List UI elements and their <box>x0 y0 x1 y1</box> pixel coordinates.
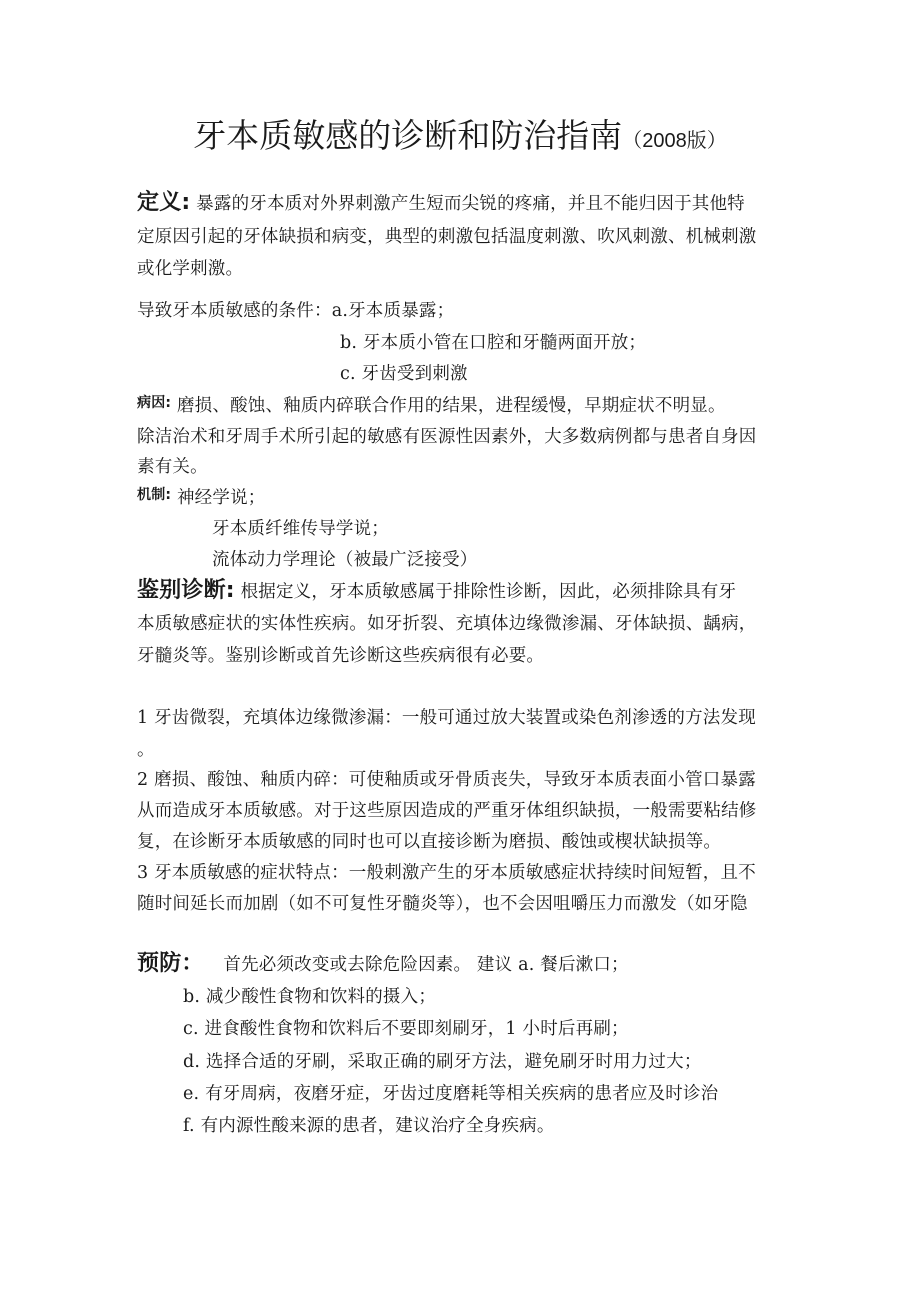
conditions-intro: 导致牙本质敏感的条件：a.牙本质暴露； <box>137 301 455 321</box>
conditions-b: b. 牙本质小管在口腔和牙髓两面开放； <box>340 333 647 353</box>
prevention-c: c. 进食酸性食物和饮料后不要即刻刷牙，1 小时后再刷； <box>183 1019 629 1039</box>
differential-line-1 <box>137 576 736 607</box>
point-3-line-2: 随时间延长而加剧（如不可复性牙髓炎等），也不会因咀嚼压力而激发（如牙隐 <box>137 894 748 914</box>
definition-text-1: 暴露的牙本质对外界刺激产生短而尖锐的疼痛，并且不能归因于其他特 <box>196 194 745 214</box>
prevention-f: f. 有内源性酸来源的患者，建议治疗全身疾病。 <box>183 1116 555 1136</box>
prevention-line-1 <box>137 949 629 980</box>
prevention-e: e. 有牙周病，夜磨牙症，牙齿过度磨耗等相关疾病的患者应及时诊治 <box>183 1084 719 1104</box>
differential-line-2: 本质敏感症状的实体性疾病。如牙折裂、充填体边缘微渗漏、牙体缺损、龋病， <box>137 614 757 634</box>
point-3-line-1: 3 牙本质敏感的症状特点：一般刺激产生的牙本质敏感症状持续时间短暂，且不 <box>137 863 756 883</box>
point-2-line-3: 复，在诊断牙本质敏感的同时也可以直接诊断为磨损、酸蚀或楔状缺损等。 <box>137 832 722 852</box>
differential-line-3: 牙髓炎等。鉴别诊断或首先诊断这些疾病很有必要。 <box>137 646 545 666</box>
point-1-line-2: 。 <box>137 740 155 760</box>
point-2-line-2: 从而造成牙本质敏感。对于这些原因造成的严重牙体组织缺损，一般需要粘结修 <box>137 801 757 821</box>
prevention-label: 预防： <box>137 951 204 976</box>
conditions-c: c. 牙齿受到刺激 <box>340 364 468 384</box>
point-1-line-1: 1 牙齿微裂，充填体边缘微渗漏：一般可通过放大装置或染色剂渗透的方法发现 <box>137 708 756 728</box>
mechanism-line-1 <box>137 483 265 514</box>
prevention-intro: 首先必须改变或去除危险因素。 建议 a. 餐后漱口； <box>223 955 629 975</box>
title-main: 牙本质敏感的诊断和防治指南 <box>193 116 623 155</box>
etiology-line-3: 素有关。 <box>137 457 208 477</box>
definition-line-1 <box>137 188 745 219</box>
etiology-line-2: 除洁治术和牙周手术所引起的敏感有医源性因素外，大多数病例都与患者自身因 <box>137 427 757 447</box>
differential-text-1: 根据定义，牙本质敏感属于排除性诊断，因此，必须排除具有牙 <box>240 582 737 602</box>
prevention-d: d. 选择合适的牙刷，采取正确的刷牙方法，避免刷牙时用力过大； <box>183 1052 702 1072</box>
etiology-label: 病因: <box>137 395 172 411</box>
mechanism-item-3: 流体动力学理论（被最广泛接受） <box>212 550 478 570</box>
page-title <box>0 112 920 165</box>
mechanism-item-2: 牙本质纤维传导学说； <box>212 519 389 539</box>
point-2-line-1: 2 磨损、酸蚀、釉质内碎：可使釉质或牙骨质丧失，导致牙本质表面小管口暴露 <box>137 770 756 790</box>
differential-label: 鉴别诊断: <box>137 578 235 603</box>
definition-line-3: 或化学刺激。 <box>137 259 244 279</box>
prevention-b: b. 减少酸性食物和饮料的摄入； <box>183 987 437 1007</box>
title-version: （2008版） <box>622 130 727 152</box>
mechanism-item-1: 神经学说； <box>176 488 266 508</box>
definition-label: 定义: <box>137 190 191 215</box>
definition-line-2: 定原因引起的牙体缺损和病变，典型的刺激包括温度刺激、吹风刺激、机械刺激 <box>137 227 757 247</box>
etiology-text-1: 磨损、酸蚀、釉质内碎联合作用的结果，进程缓慢，早期症状不明显。 <box>176 396 726 416</box>
mechanism-label: 机制: <box>137 487 172 503</box>
etiology-line-1 <box>137 391 726 422</box>
